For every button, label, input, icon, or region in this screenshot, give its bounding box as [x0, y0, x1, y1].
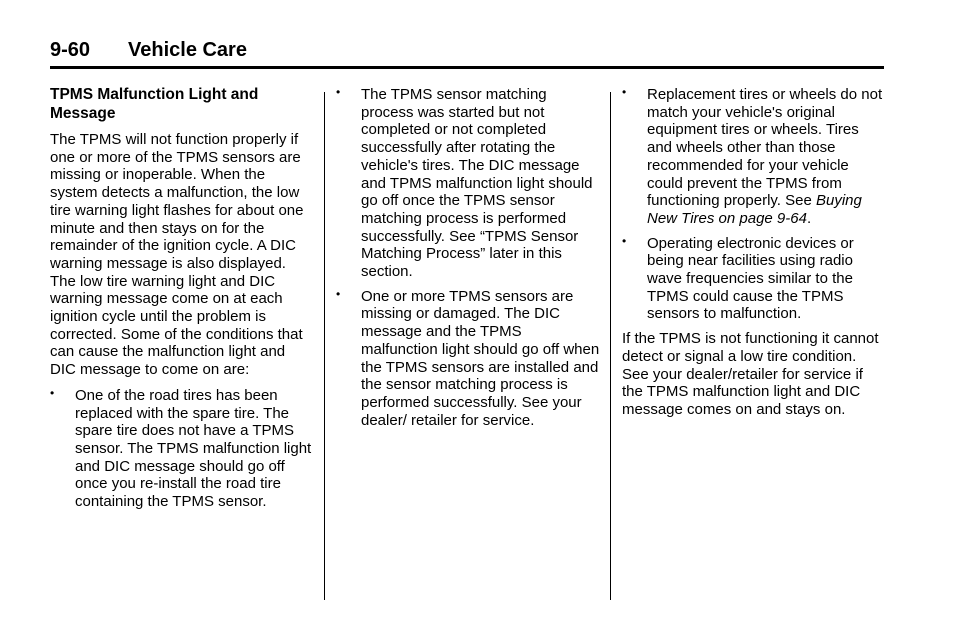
page-number: 9-60: [50, 39, 91, 61]
bullet-icon: •: [336, 85, 341, 99]
list-item-text-end: .: [806, 209, 812, 227]
list-item-text: Operating electronic devices or being near facilities using radio wave frequencies similar to the TPMS could cause the TPMS sensors to malfunction.: [647, 234, 854, 323]
column-divider: [610, 92, 611, 600]
bullet-icon: •: [622, 233, 627, 248]
bullet-icon: •: [622, 85, 627, 99]
page-header: [50, 38, 884, 69]
list-item: [50, 387, 312, 511]
list-item: [336, 288, 600, 430]
list-item: [336, 86, 600, 281]
column-3: [622, 86, 884, 427]
list-item-text: [647, 86, 882, 227]
list-item-text: One or more TPMS sensors are missing or damaged. The DIC message and the TPMS malfunction light should go off when the TPMS sensors are installed and the sensor matching process is performed successfully. See your dealer/ retailer for service.: [361, 287, 600, 429]
list-item: [622, 235, 884, 324]
bullet-icon: •: [336, 286, 341, 301]
list-item-text: The TPMS sensor matching process was started but not completed or not completed successfully after rotating the vehicle's tires. The DIC message and TPMS malfunction light should go off once the TPMS sensor matching process is performed successfully. See “TPMS Sensor Matching Process” later in this section.: [361, 86, 593, 281]
section-title: Vehicle Care: [128, 39, 247, 61]
section-heading: TPMS Malfunction Light and Message: [50, 86, 259, 122]
intro-paragraph: The TPMS will not function properly if one or more of the TPMS sensors are missing or inoperable. When the system detects a malfunction, the low tire warning light flashes for about one minute and then stays on for the remainder of the ignition cycle. A DIC warning message is also displayed. The low tire warning light and DIC warning message come on at each ignition cycle until the problem is corrected. Some of the conditions that can cause the malfunction light and DIC message to come on are:: [50, 131, 304, 379]
column-divider: [324, 92, 325, 600]
column-2: [336, 86, 600, 436]
closing-paragraph: If the TPMS is not functioning it cannot detect or signal a low tire condition. See your dealer/retailer for service if the TPMS malfunction light and DIC message comes on and stays on.: [622, 330, 879, 418]
list-item: [622, 86, 884, 228]
bullet-icon: •: [50, 385, 55, 400]
cross-reference-link[interactable]: Buying New Tires on page 9-64: [647, 192, 862, 227]
list-item-text: One of the road tires has been replaced with the spare tire. The spare tire does not have a TPMS sensor. The TPMS malfunction light and DIC message should go off once you re-install the road tire containing the TPMS sensor.: [75, 386, 312, 511]
column-1: [50, 86, 312, 518]
list-item-text-start: Replacement tires or wheels do not match your vehicle's original equipment tires or wheels. Tires and wheels other than those recommended for your vehicle could prevent the TPMS from functioning properly. See: [647, 86, 883, 210]
